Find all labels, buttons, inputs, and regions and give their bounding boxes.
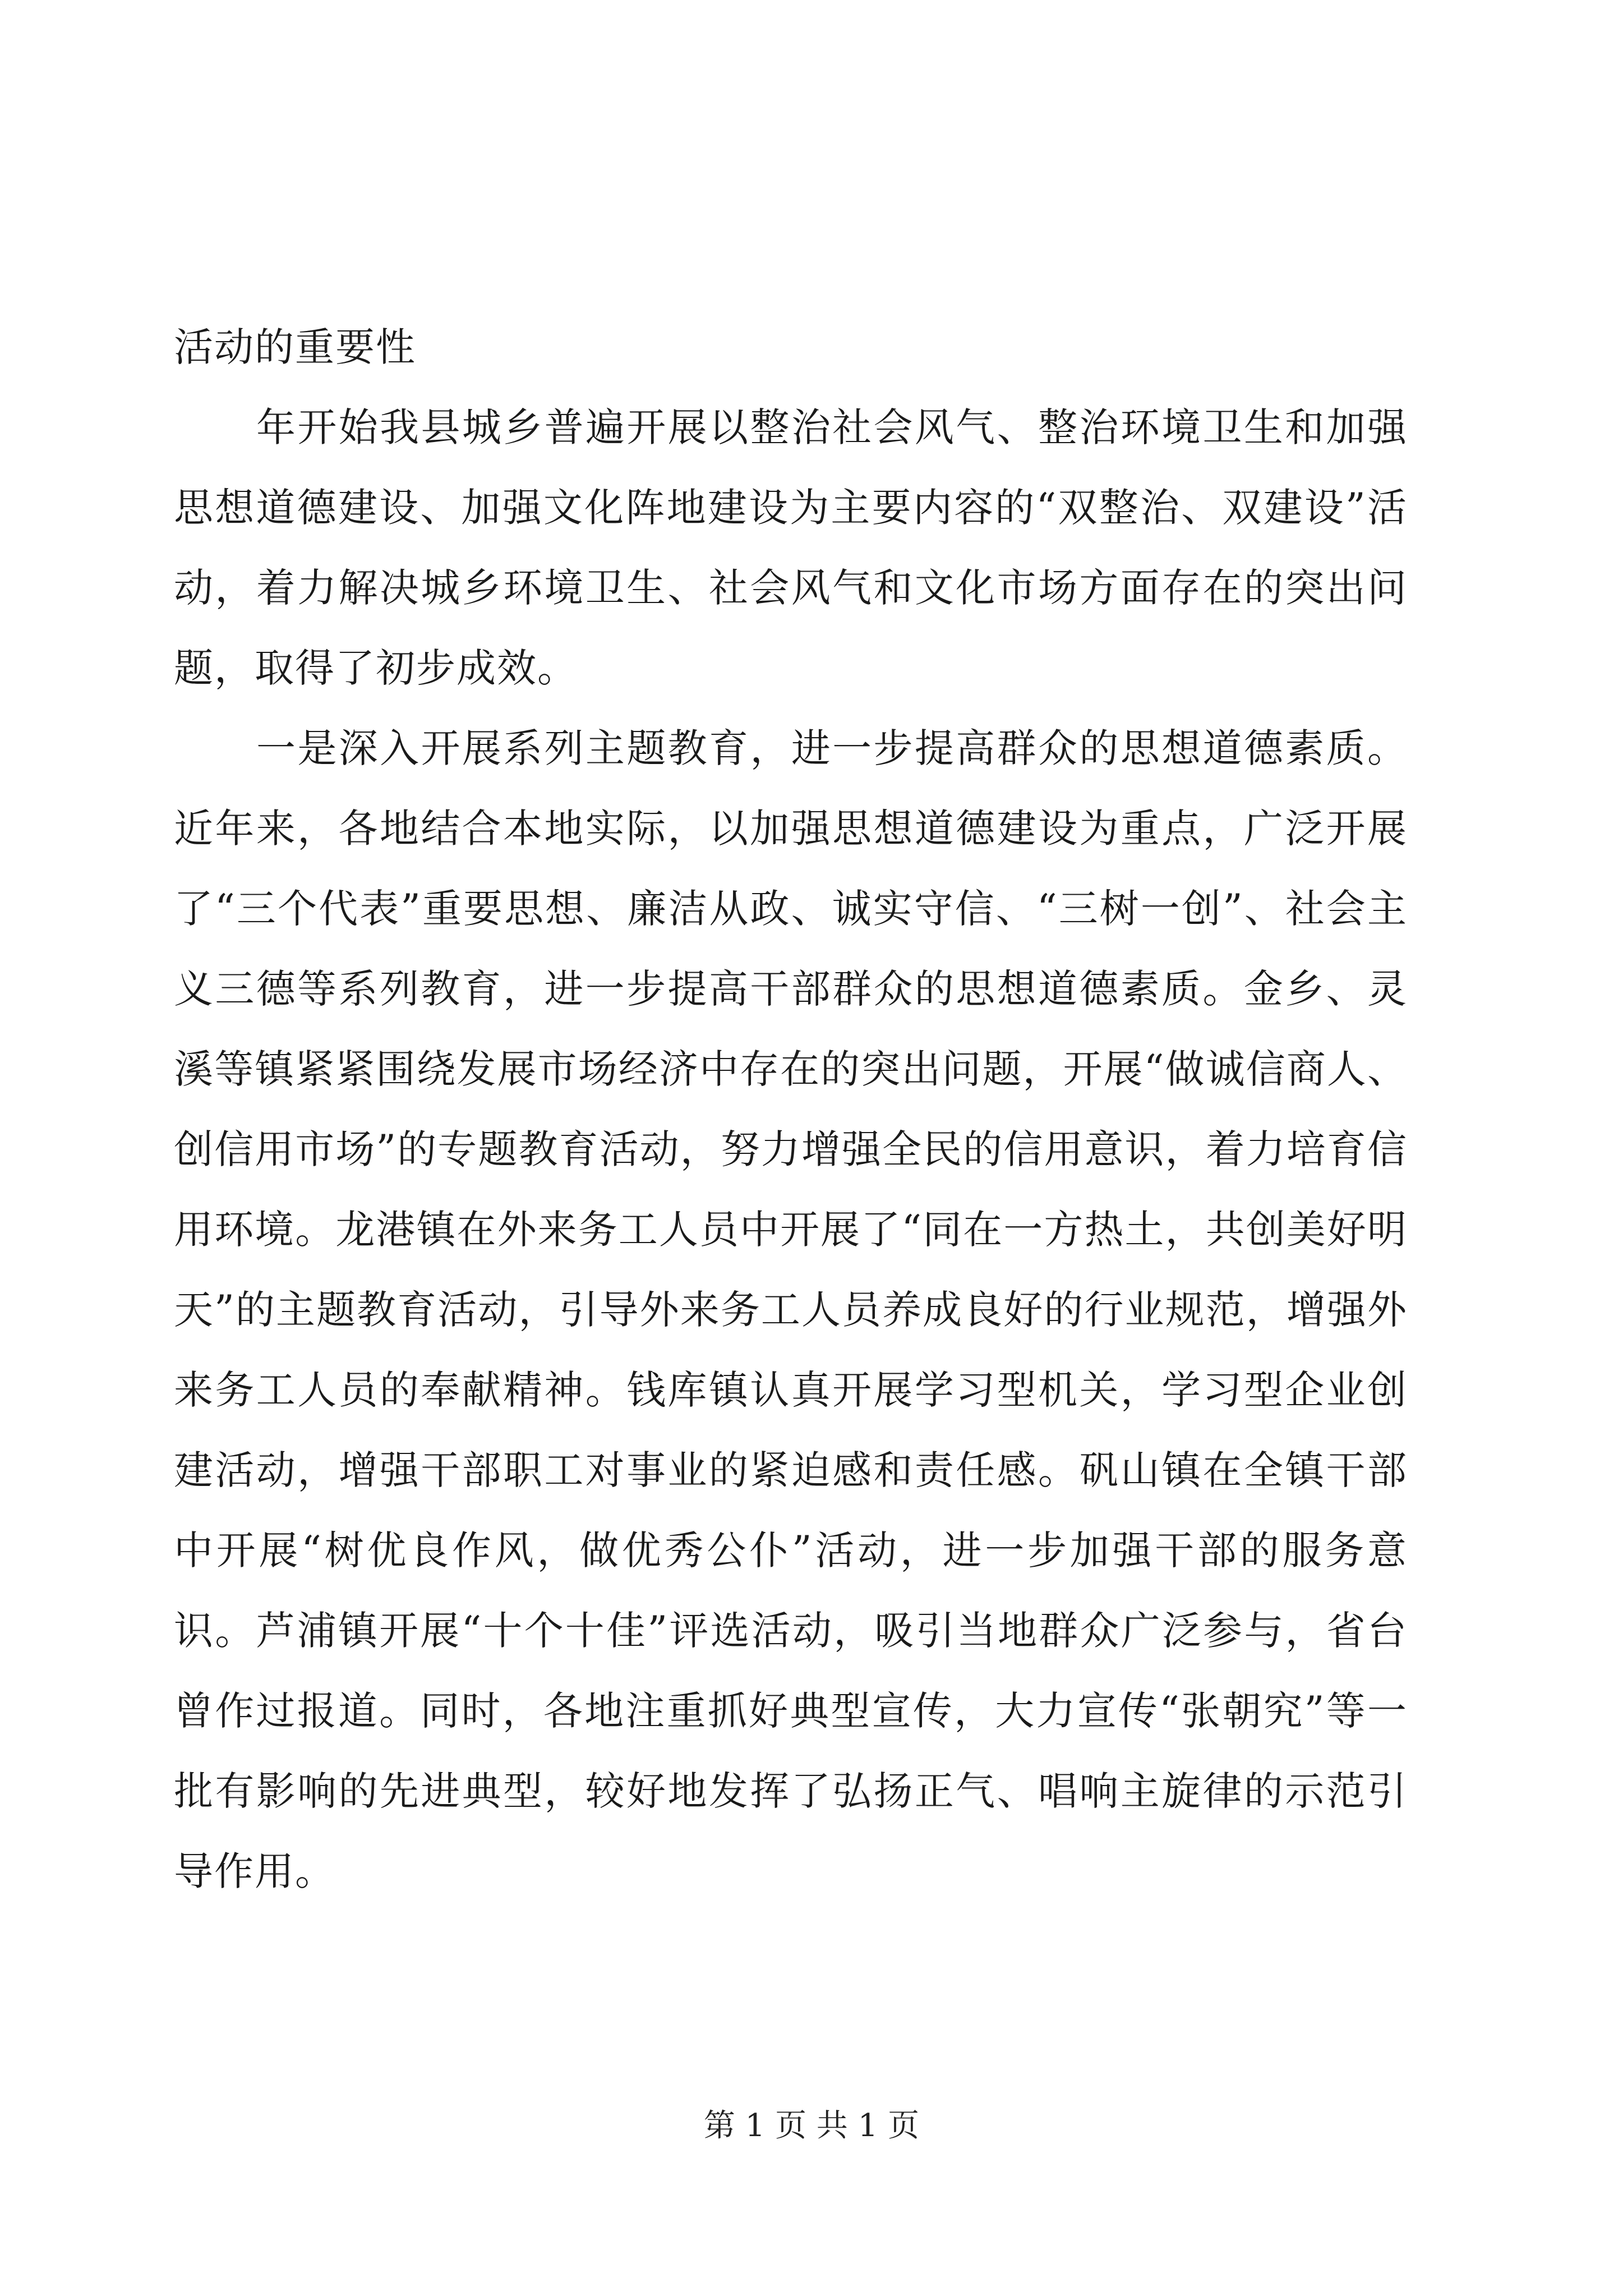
page-footer: 第 1 页 共 1 页 [703,2108,920,2144]
document-body [174,307,1408,1912]
section-heading: 活动的重要性 [174,324,416,370]
paragraph-intro: 年开始我县城乡普遍开展以整治社会风气、整治环境卫生和加强思想道德建设、加强文化阵地建设为主要内容的“双整治、双建设”活动，着力解决城乡环境卫生、社会风气和文化市场方面存在的突出问题，取得了初步成效。 [174,404,1408,691]
paragraph-education: 一是深入开展系列主题教育，进一步提高群众的思想道德素质。近年来，各地结合本地实际，以加强思想道德建设为重点，广泛开展了“三个代表”重要思想、廉洁从政、诚实守信、“三树一创”、社会主义三德等系列教育，进一步提高干部群众的思想道德素质。金乡、灵溪等镇紧紧围绕发展市场经济中存在的突出问题，开展“做诚信商人、创信用市场”的专题教育活动，努力增强全民的信用意识，着力培育信用环境。龙港镇在外来务工人员中开展了“同在一方热土，共创美好明天”的主题教育活动，引导外来务工人员养成良好的行业规范，增强外来务工人员的奉献精神。钱库镇认真开展学习型机关，学习型企业创建活动，增强干部职工对事业的紧迫感和责任感。矾山镇在全镇干部中开展“树优良作风，做优秀公仆”活动，进一步加强干部的服务意识。芦浦镇开展“十个十佳”评选活动，吸引当地群众广泛参与，省台曾作过报道。同时，各地注重抓好典型宣传，大力宣传“张朝究”等一批有影响的先进典型，较好地发挥了弘扬正气、唱响主旋律的示范引导作用。 [174,725,1408,1894]
